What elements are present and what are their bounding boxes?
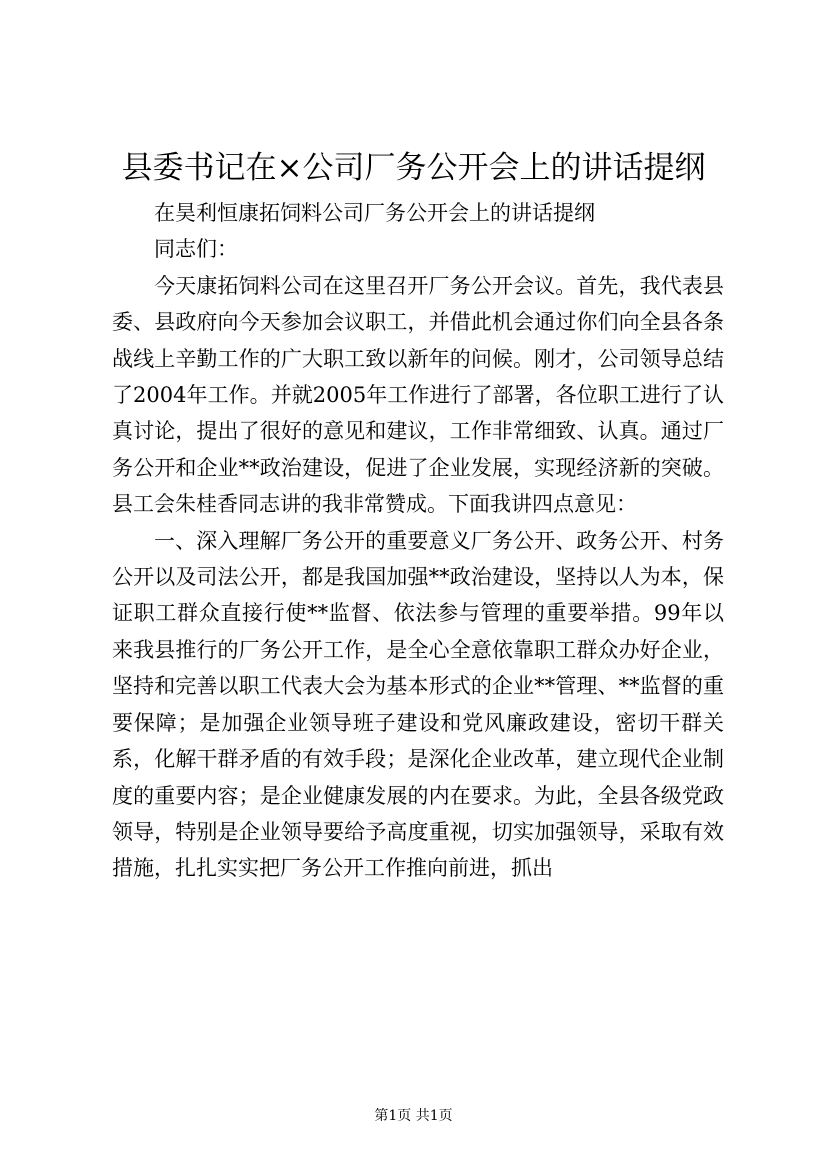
paragraph-opening: 今天康拓饲料公司在这里召开厂务公开会议。首先，我代表县委、县政府向今天参加会议职工，并借此机会通过你们向全县各条战线上辛勤工作的广大职工致以新年的问候。刚才，公司领导总结了2004年工作。并就2005年工作进行了部署，各位职工进行了认真讨论，提出了很好的意见和建议，工作非常细致、认真。通过厂务公开和企业**政治建设，促进了企业发展，实现经济新的突破。县工会朱桂香同志讲的我非常赞成。下面我讲四点意见： xyxy=(112,273,724,517)
page-footer: 第1页 共1页 xyxy=(374,1108,453,1124)
paragraph-section-one: 一、深入理解厂务公开的重要意义厂务公开、政务公开、村务公开以及司法公开，都是我国加强**政治建设，坚持以人为本，保证职工群众直接行使**监督、依法参与管理的重要举措。99年以来我县推行的厂务公开工作，是全心全意依靠职工群众办好企业，坚持和完善以职工代表大会为基本形式的企业**管理、**监督的重要保障；是加强企业领导班子建设和党风廉政建设，密切干群关系，化解干群矛盾的有效手段；是深化企业改革，建立现代企业制度的重要内容；是企业健康发展的内在要求。为此，全县各级党政领导，特别是企业领导要给予高度重视，切实加强领导，采取有效措施，扎扎实实把厂务公开工作推向前进，抓出 xyxy=(112,528,724,881)
document-subtitle: 在昊利恒康拓饲料公司厂务公开会上的讲话提纲 xyxy=(154,201,595,225)
document-title: 县委书记在×公司厂务公开会上的讲话提纲 xyxy=(121,150,706,186)
document-body xyxy=(112,195,724,887)
salutation: 同志们： xyxy=(154,237,238,262)
